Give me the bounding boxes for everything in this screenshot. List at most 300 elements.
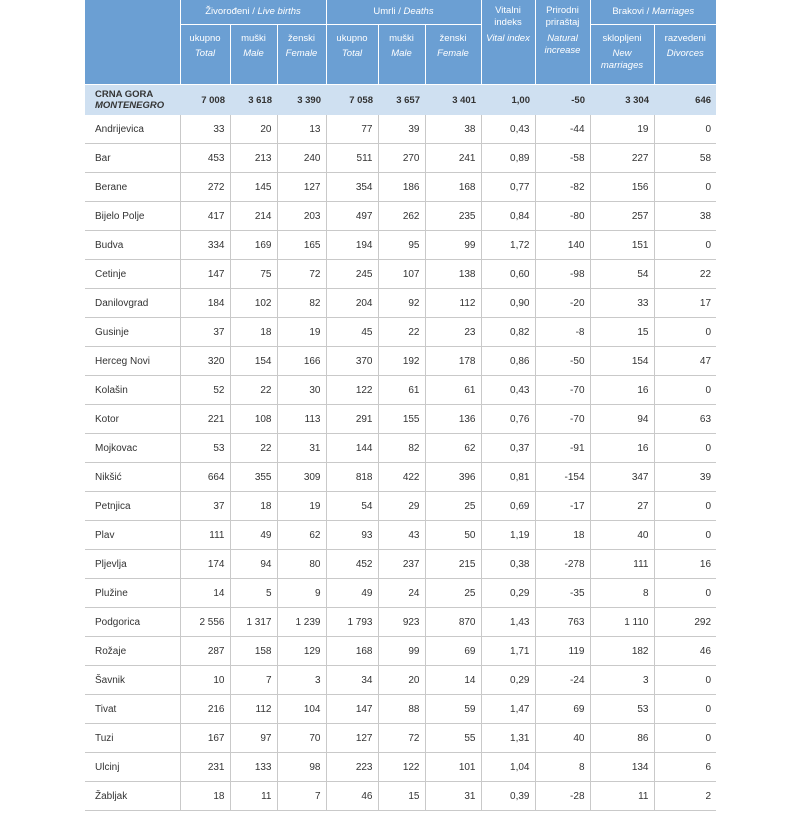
table-cell: 0 — [654, 173, 716, 202]
table-cell: 174 — [180, 550, 230, 579]
table-cell: 25 — [425, 579, 481, 608]
municipality-name: Podgorica — [85, 608, 180, 637]
table-cell: 287 — [180, 637, 230, 666]
table-cell: 0 — [654, 434, 716, 463]
table-cell: -58 — [535, 144, 590, 173]
table-cell: 59 — [425, 695, 481, 724]
total-cell: 3 618 — [230, 85, 277, 116]
table-cell: 127 — [277, 173, 326, 202]
table-cell: 40 — [590, 521, 654, 550]
table-cell: 53 — [180, 434, 230, 463]
municipality-name: Žabljak — [85, 782, 180, 811]
table-row — [85, 550, 716, 579]
table-cell: 37 — [180, 318, 230, 347]
total-row — [85, 85, 716, 116]
table-row — [85, 724, 716, 753]
table-cell: 3 — [277, 666, 326, 695]
table-cell: 18 — [230, 318, 277, 347]
table-cell: 203 — [277, 202, 326, 231]
table-cell: 136 — [425, 405, 481, 434]
table-cell: 194 — [326, 231, 378, 260]
table-cell: 235 — [425, 202, 481, 231]
table-cell: 154 — [230, 347, 277, 376]
table-cell: 270 — [378, 144, 425, 173]
table-cell: 292 — [654, 608, 716, 637]
table-row — [85, 492, 716, 521]
table-cell: 45 — [326, 318, 378, 347]
table-cell: 1,72 — [481, 231, 535, 260]
table-cell: 62 — [425, 434, 481, 463]
table-cell: 7 — [230, 666, 277, 695]
municipality-name: Rožaje — [85, 637, 180, 666]
municipality-name: Berane — [85, 173, 180, 202]
table-cell: -35 — [535, 579, 590, 608]
table-cell: 147 — [326, 695, 378, 724]
table-cell: 309 — [277, 463, 326, 492]
table-cell: 16 — [654, 550, 716, 579]
table-cell: 417 — [180, 202, 230, 231]
table-cell: 16 — [590, 434, 654, 463]
total-cell: 3 401 — [425, 85, 481, 116]
table-cell: 0,81 — [481, 463, 535, 492]
table-cell: 49 — [230, 521, 277, 550]
table-cell: 0,82 — [481, 318, 535, 347]
table-cell: 19 — [277, 318, 326, 347]
municipality-name: Budva — [85, 231, 180, 260]
table-row — [85, 289, 716, 318]
table-cell: 422 — [378, 463, 425, 492]
table-cell: 0,39 — [481, 782, 535, 811]
table-cell: 98 — [277, 753, 326, 782]
table-cell: 8 — [535, 753, 590, 782]
table-cell: 0,29 — [481, 666, 535, 695]
table-cell: 168 — [425, 173, 481, 202]
table-cell: -17 — [535, 492, 590, 521]
table-row — [85, 376, 716, 405]
table-cell: 0,60 — [481, 260, 535, 289]
municipality-name: Danilovgrad — [85, 289, 180, 318]
table-cell: 15 — [378, 782, 425, 811]
table-cell: 54 — [326, 492, 378, 521]
table-cell: 122 — [326, 376, 378, 405]
table-cell: 62 — [277, 521, 326, 550]
table-cell: 69 — [535, 695, 590, 724]
table-cell: 18 — [230, 492, 277, 521]
table-cell: 2 556 — [180, 608, 230, 637]
table-cell: 0,29 — [481, 579, 535, 608]
table-row — [85, 173, 716, 202]
table-cell: -278 — [535, 550, 590, 579]
table-cell: 355 — [230, 463, 277, 492]
table-cell: 0 — [654, 492, 716, 521]
header-blank-cell — [85, 0, 180, 85]
table-cell: 11 — [590, 782, 654, 811]
table-cell: 16 — [590, 376, 654, 405]
table-cell: 22 — [654, 260, 716, 289]
table-cell: 1 317 — [230, 608, 277, 637]
municipality-name: Cetinje — [85, 260, 180, 289]
table-cell: 396 — [425, 463, 481, 492]
table-cell: 0,76 — [481, 405, 535, 434]
table-cell: 52 — [180, 376, 230, 405]
municipality-name: Ulcinj — [85, 753, 180, 782]
table-cell: 0,37 — [481, 434, 535, 463]
table-cell: 204 — [326, 289, 378, 318]
table-cell: 14 — [425, 666, 481, 695]
table-cell: 119 — [535, 637, 590, 666]
table-cell: 20 — [378, 666, 425, 695]
table-cell: 80 — [277, 550, 326, 579]
table-cell: 237 — [378, 550, 425, 579]
table-cell: -80 — [535, 202, 590, 231]
table-cell: 27 — [590, 492, 654, 521]
table-row — [85, 231, 716, 260]
table-cell: 0 — [654, 376, 716, 405]
table-cell: 184 — [180, 289, 230, 318]
table-cell: 1,43 — [481, 608, 535, 637]
table-cell: 31 — [277, 434, 326, 463]
header-row-subcolumns — [85, 25, 716, 85]
total-cell: 3 390 — [277, 85, 326, 116]
table-cell: 6 — [654, 753, 716, 782]
table-cell: 511 — [326, 144, 378, 173]
table-cell: 97 — [230, 724, 277, 753]
table-cell: 49 — [326, 579, 378, 608]
table-cell: 1,71 — [481, 637, 535, 666]
municipality-name: Nikšić — [85, 463, 180, 492]
header-deaths-male: muški Male — [378, 25, 425, 85]
municipality-name: Pljevlja — [85, 550, 180, 579]
table-cell: 227 — [590, 144, 654, 173]
table-cell: 169 — [230, 231, 277, 260]
table-cell: 129 — [277, 637, 326, 666]
header-births-male: muški Male — [230, 25, 277, 85]
table-cell: 0 — [654, 666, 716, 695]
table-cell: 165 — [277, 231, 326, 260]
table-cell: -98 — [535, 260, 590, 289]
table-cell: 167 — [180, 724, 230, 753]
table-cell: 72 — [277, 260, 326, 289]
table-cell: 138 — [425, 260, 481, 289]
municipality-name: Gusinje — [85, 318, 180, 347]
header-births-total: ukupno Total — [180, 25, 230, 85]
table-cell: 39 — [378, 115, 425, 144]
table-cell: 2 — [654, 782, 716, 811]
table-cell: 104 — [277, 695, 326, 724]
table-cell: 95 — [378, 231, 425, 260]
table-row — [85, 347, 716, 376]
table-cell: 13 — [277, 115, 326, 144]
total-row-name: CRNA GORA MONTENEGRO — [85, 85, 180, 116]
table-cell: 144 — [326, 434, 378, 463]
header-row-groups — [85, 0, 716, 25]
table-row — [85, 115, 716, 144]
table-cell: 99 — [425, 231, 481, 260]
table-cell: 3 — [590, 666, 654, 695]
table-row — [85, 753, 716, 782]
municipality-name: Bijelo Polje — [85, 202, 180, 231]
table-cell: -154 — [535, 463, 590, 492]
table-cell: 0,84 — [481, 202, 535, 231]
table-row — [85, 782, 716, 811]
table-cell: 30 — [277, 376, 326, 405]
table-cell: 320 — [180, 347, 230, 376]
total-cell: 1,00 — [481, 85, 535, 116]
table-cell: 61 — [425, 376, 481, 405]
municipality-name: Plav — [85, 521, 180, 550]
table-cell: 75 — [230, 260, 277, 289]
table-cell: 31 — [425, 782, 481, 811]
table-cell: 61 — [378, 376, 425, 405]
table-cell: 354 — [326, 173, 378, 202]
table-cell: 223 — [326, 753, 378, 782]
table-cell: 24 — [378, 579, 425, 608]
table-cell: 20 — [230, 115, 277, 144]
table-cell: 0,86 — [481, 347, 535, 376]
table-cell: 94 — [230, 550, 277, 579]
table-cell: 33 — [180, 115, 230, 144]
table-row — [85, 405, 716, 434]
table-row — [85, 202, 716, 231]
table-cell: -82 — [535, 173, 590, 202]
table-cell: 127 — [326, 724, 378, 753]
header-marriages: Brakovi / Marriages — [590, 0, 716, 25]
municipality-name: Tivat — [85, 695, 180, 724]
table-cell: 40 — [535, 724, 590, 753]
table-cell: 7 — [277, 782, 326, 811]
total-cell: 646 — [654, 85, 716, 116]
table-cell: -24 — [535, 666, 590, 695]
table-cell: 231 — [180, 753, 230, 782]
table-cell: 22 — [378, 318, 425, 347]
table-cell: 155 — [378, 405, 425, 434]
table-cell: 214 — [230, 202, 277, 231]
table-cell: 215 — [425, 550, 481, 579]
table-cell: 134 — [590, 753, 654, 782]
table-cell: 8 — [590, 579, 654, 608]
table-cell: 22 — [230, 434, 277, 463]
table-cell: 370 — [326, 347, 378, 376]
table-cell: -70 — [535, 376, 590, 405]
total-cell: 7 008 — [180, 85, 230, 116]
table-cell: 1,04 — [481, 753, 535, 782]
header-births-female: ženski Female — [277, 25, 326, 85]
table-cell: 664 — [180, 463, 230, 492]
table-cell: 0 — [654, 318, 716, 347]
table-cell: -20 — [535, 289, 590, 318]
municipality-name: Kolašin — [85, 376, 180, 405]
table-cell: 101 — [425, 753, 481, 782]
table-cell: 272 — [180, 173, 230, 202]
table-row — [85, 318, 716, 347]
table-cell: 0 — [654, 724, 716, 753]
total-cell: -50 — [535, 85, 590, 116]
table-cell: 182 — [590, 637, 654, 666]
table-cell: 147 — [180, 260, 230, 289]
table-cell: 46 — [654, 637, 716, 666]
table-cell: -28 — [535, 782, 590, 811]
table-cell: 192 — [378, 347, 425, 376]
table-cell: 69 — [425, 637, 481, 666]
table-cell: 93 — [326, 521, 378, 550]
table-cell: 77 — [326, 115, 378, 144]
table-cell: 0 — [654, 521, 716, 550]
header-deaths-total: ukupno Total — [326, 25, 378, 85]
table-cell: 151 — [590, 231, 654, 260]
table-cell: -8 — [535, 318, 590, 347]
table-cell: 240 — [277, 144, 326, 173]
table-cell: 107 — [378, 260, 425, 289]
table-cell: 262 — [378, 202, 425, 231]
table-cell: 19 — [277, 492, 326, 521]
table-cell: 186 — [378, 173, 425, 202]
table-cell: 94 — [590, 405, 654, 434]
table-cell: 291 — [326, 405, 378, 434]
table-cell: 145 — [230, 173, 277, 202]
municipality-name: Herceg Novi — [85, 347, 180, 376]
table-cell: 0,69 — [481, 492, 535, 521]
table-cell: 0 — [654, 231, 716, 260]
statistics-table — [85, 0, 716, 811]
table-cell: 9 — [277, 579, 326, 608]
header-deaths: Umrli / Deaths — [326, 0, 481, 25]
header-vital-index: Vitalni indeks Vital index — [481, 0, 535, 85]
table-cell: 46 — [326, 782, 378, 811]
table-cell: 1,19 — [481, 521, 535, 550]
table-cell: 122 — [378, 753, 425, 782]
table-cell: 111 — [180, 521, 230, 550]
table-cell: 347 — [590, 463, 654, 492]
table-cell: 245 — [326, 260, 378, 289]
table-cell: 17 — [654, 289, 716, 318]
table-cell: 34 — [326, 666, 378, 695]
table-cell: 0,89 — [481, 144, 535, 173]
table-cell: 1 110 — [590, 608, 654, 637]
table-cell: 58 — [654, 144, 716, 173]
table-cell: 113 — [277, 405, 326, 434]
table-cell: 86 — [590, 724, 654, 753]
table-cell: 11 — [230, 782, 277, 811]
table-cell: 111 — [590, 550, 654, 579]
table-cell: 14 — [180, 579, 230, 608]
table-cell: 39 — [654, 463, 716, 492]
table-cell: 72 — [378, 724, 425, 753]
table-cell: 19 — [590, 115, 654, 144]
header-deaths-female: ženski Female — [425, 25, 481, 85]
table-cell: 168 — [326, 637, 378, 666]
table-cell: 154 — [590, 347, 654, 376]
total-cell: 3 304 — [590, 85, 654, 116]
header-live-births: Živorođeni / Live births — [180, 0, 326, 25]
table-cell: 63 — [654, 405, 716, 434]
table-cell: 54 — [590, 260, 654, 289]
table-cell: 43 — [378, 521, 425, 550]
table-row — [85, 434, 716, 463]
table-cell: 88 — [378, 695, 425, 724]
table-cell: 241 — [425, 144, 481, 173]
table-cell: 23 — [425, 318, 481, 347]
table-cell: 497 — [326, 202, 378, 231]
table-cell: 0 — [654, 115, 716, 144]
total-cell: 7 058 — [326, 85, 378, 116]
table-cell: 82 — [378, 434, 425, 463]
table-cell: 82 — [277, 289, 326, 318]
table-cell: 0 — [654, 579, 716, 608]
table-cell: -50 — [535, 347, 590, 376]
total-cell: 3 657 — [378, 85, 425, 116]
table-cell: 15 — [590, 318, 654, 347]
table-row — [85, 463, 716, 492]
table-cell: 452 — [326, 550, 378, 579]
table-cell: 0,90 — [481, 289, 535, 318]
table-cell: 33 — [590, 289, 654, 318]
table-cell: 216 — [180, 695, 230, 724]
table-cell: 140 — [535, 231, 590, 260]
table-row — [85, 260, 716, 289]
table-cell: 257 — [590, 202, 654, 231]
table-cell: 1,47 — [481, 695, 535, 724]
table-cell: 133 — [230, 753, 277, 782]
table-cell: 221 — [180, 405, 230, 434]
table-cell: 99 — [378, 637, 425, 666]
table-cell: 158 — [230, 637, 277, 666]
table-row — [85, 144, 716, 173]
municipality-name: Mojkovac — [85, 434, 180, 463]
table-cell: 92 — [378, 289, 425, 318]
municipality-name: Kotor — [85, 405, 180, 434]
table-cell: 70 — [277, 724, 326, 753]
header-divorces: razvedeni Divorces — [654, 25, 716, 85]
table-cell: 156 — [590, 173, 654, 202]
table-cell: 0,38 — [481, 550, 535, 579]
table-cell: 5 — [230, 579, 277, 608]
table-cell: 53 — [590, 695, 654, 724]
table-cell: 38 — [654, 202, 716, 231]
table-cell: -70 — [535, 405, 590, 434]
table-cell: 25 — [425, 492, 481, 521]
municipality-name: Bar — [85, 144, 180, 173]
table-cell: 22 — [230, 376, 277, 405]
table-cell: 0,43 — [481, 376, 535, 405]
header-natural-increase: Prirodni priraštaj Natural increase — [535, 0, 590, 85]
table-cell: 763 — [535, 608, 590, 637]
table-cell: 38 — [425, 115, 481, 144]
table-cell: 178 — [425, 347, 481, 376]
table-cell: 102 — [230, 289, 277, 318]
table-cell: 213 — [230, 144, 277, 173]
table-cell: 112 — [230, 695, 277, 724]
municipality-name: Andrijevica — [85, 115, 180, 144]
table-cell: 37 — [180, 492, 230, 521]
table-cell: 1,31 — [481, 724, 535, 753]
table-cell: 1 239 — [277, 608, 326, 637]
municipality-name: Šavnik — [85, 666, 180, 695]
municipality-name: Plužine — [85, 579, 180, 608]
table-cell: 453 — [180, 144, 230, 173]
table-cell: 18 — [535, 521, 590, 550]
table-cell: 112 — [425, 289, 481, 318]
table-cell: 0,43 — [481, 115, 535, 144]
table-cell: 870 — [425, 608, 481, 637]
table-row — [85, 666, 716, 695]
header-new-marriages: sklopljeni New marriages — [590, 25, 654, 85]
table-cell: 818 — [326, 463, 378, 492]
table-row — [85, 695, 716, 724]
table-cell: -44 — [535, 115, 590, 144]
table-cell: 166 — [277, 347, 326, 376]
municipality-name: Tuzi — [85, 724, 180, 753]
table-cell: 18 — [180, 782, 230, 811]
